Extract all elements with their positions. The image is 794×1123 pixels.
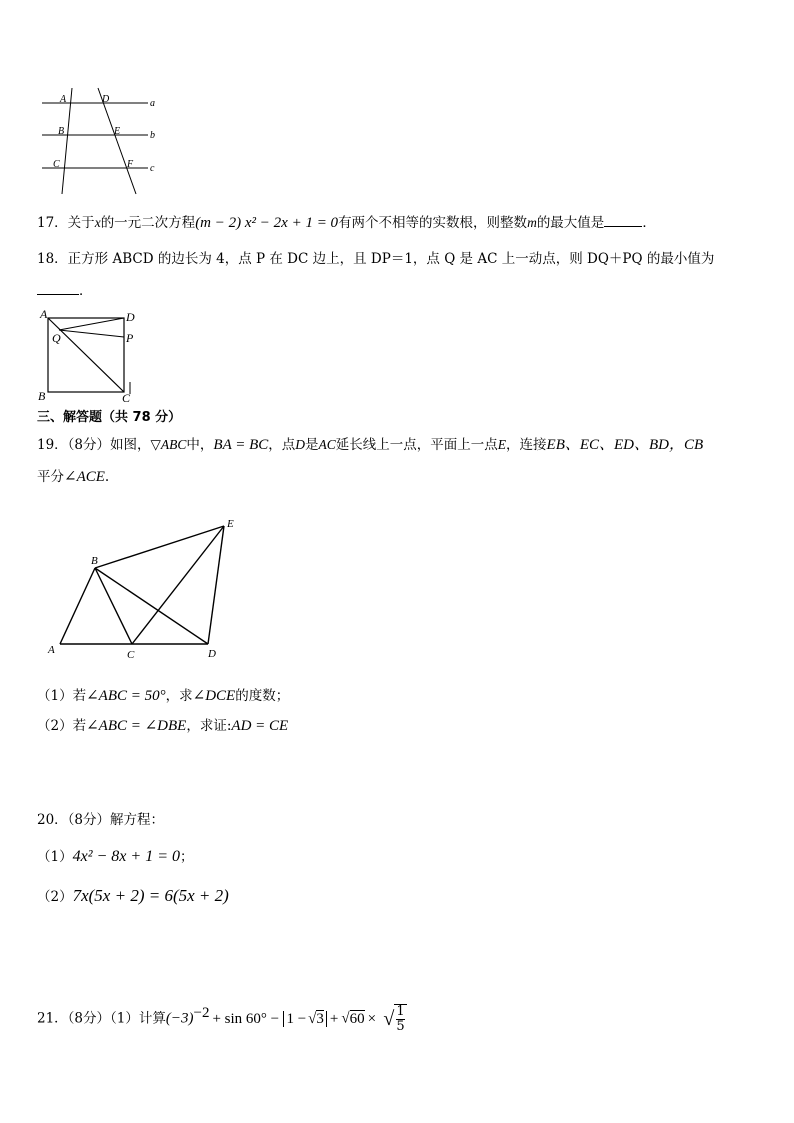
- q20-sub1-b: ；: [179, 849, 194, 865]
- q18-text: 18．正方形 ABCD 的边长为 4，点 P 在 DC 边上，且 DP＝1，点 Q 是 AC 上一动点，则 DQ＋PQ 的最小值为: [37, 251, 715, 267]
- label-A: A: [40, 307, 48, 321]
- q21-frac-den: 5: [396, 1019, 405, 1034]
- q20-sub2-a: （2）: [37, 889, 73, 905]
- q21-plus: +: [329, 1010, 339, 1027]
- q19-line2-b: .: [104, 469, 110, 485]
- q19-ac: AC: [318, 437, 336, 452]
- q17-mid: 的一元二次方程: [100, 215, 196, 231]
- question-21: 21．（8分）（1）计算$(-3)^{-2} + \sin 60^\circ - 1 - √3 + √60$ × √ $\frac{1}{5}$: [37, 1004, 405, 1034]
- q21-sqrt60: 60: [349, 1010, 365, 1027]
- q19-triangle: ▽ABC: [150, 437, 187, 452]
- q19-line2-a: 平分: [37, 469, 64, 485]
- q21-term-a: (−3): [165, 1010, 194, 1027]
- q21-abs: 1 − √3: [283, 1011, 326, 1027]
- q19-point-d: D: [295, 437, 306, 452]
- q21-frac-num: 1: [396, 1004, 405, 1019]
- q17-var-x: x: [94, 215, 101, 230]
- q19-text-f: ，连接: [506, 437, 547, 453]
- q19-sub2-eq2: AD = CE: [231, 718, 289, 734]
- parallel-lines-figure: [36, 86, 166, 198]
- q19-sub1-a: （1）若: [37, 688, 87, 704]
- label-D: D: [208, 648, 216, 660]
- q18-answer-blank[interactable]: [37, 280, 79, 295]
- q19-angle-ace: ∠ACE: [64, 469, 105, 485]
- question-20-title: 20．（8分）解方程：: [37, 812, 165, 828]
- q19-intro: 19．（8分）如图，: [37, 437, 151, 453]
- square-figure: [34, 306, 144, 404]
- triangle-figure: [40, 512, 250, 662]
- q19-text-d: 是: [305, 437, 319, 453]
- q19-sub1-b: ，求: [165, 688, 193, 704]
- q20-sub2-eq: 7x(5x + 2) = 6(5x + 2): [72, 886, 229, 905]
- q19-segment-list: EB、EC、ED、BD，CB: [546, 437, 704, 453]
- q19-sub2-a: （2）若: [37, 718, 87, 734]
- q19-text-c: ，点: [268, 437, 296, 453]
- question-19-sub1: [37, 686, 289, 706]
- q17-tail: 的最大值是: [536, 215, 605, 231]
- label-D: D: [126, 310, 135, 324]
- q17-end: ．: [642, 215, 656, 231]
- label-B: B: [58, 126, 65, 137]
- label-F: F: [127, 159, 134, 170]
- question-19-line2: [37, 467, 109, 487]
- q19-sub2-b: ，求证:: [186, 718, 232, 734]
- label-A: A: [60, 94, 67, 105]
- q19-sub2-eq: ∠ABC = ∠DBE: [86, 718, 187, 734]
- label-A: A: [48, 644, 55, 656]
- question-20-sub1: [37, 847, 193, 867]
- q17-num: 17．关于: [37, 215, 95, 231]
- q21-term-b: + sin 60° −: [212, 1010, 280, 1027]
- q19-sub1-eq: ∠ABC = 50°: [86, 688, 166, 704]
- question-19-line1: [37, 435, 703, 455]
- q19-text-e: 延长线上一点，平面上一点: [335, 437, 498, 453]
- q20-sub1-a: （1）: [37, 849, 73, 865]
- q19-point-e: E: [497, 437, 507, 452]
- label-C: C: [122, 391, 131, 404]
- q19-sub1-angle: ∠DCE: [192, 688, 236, 704]
- question-20-sub2: [37, 886, 229, 907]
- q17-equation: (m − 2) x² − 2x + 1 = 0: [195, 215, 339, 231]
- label-D: D: [102, 94, 110, 105]
- label-B: B: [91, 555, 98, 567]
- q21-abs-inner: 1 −: [286, 1010, 307, 1027]
- q20-sub1-eq: 4x² − 8x + 1 = 0: [72, 848, 180, 865]
- label-C: C: [127, 649, 135, 661]
- q21-times: ×: [367, 1010, 377, 1027]
- question-17: [37, 212, 656, 233]
- question-18: [37, 249, 714, 269]
- q21-exponent: −2: [193, 1005, 210, 1021]
- question-19-sub2: [37, 716, 288, 736]
- question-18-answer: [37, 280, 93, 301]
- q19-text-b: 中，: [186, 437, 214, 453]
- label-b: b: [150, 130, 155, 141]
- q19-sub1-c: 的度数；: [235, 688, 290, 704]
- label-c: c: [150, 163, 155, 174]
- q19-eq: BA = BC: [213, 437, 269, 453]
- section-heading: 三、解答题（共 78 分）: [37, 410, 182, 425]
- label-P: P: [126, 331, 134, 345]
- q17-var-m: m: [527, 215, 537, 230]
- q21-sqrt3: 3: [316, 1010, 324, 1027]
- label-a: a: [150, 98, 155, 109]
- label-C: C: [53, 159, 60, 170]
- label-B: B: [38, 389, 46, 403]
- q21-intro: 21．（8分）（1）计算: [37, 1010, 166, 1027]
- label-E: E: [114, 126, 121, 137]
- label-E: E: [227, 518, 234, 530]
- q21-fraction: [394, 1004, 406, 1034]
- label-Q: Q: [52, 331, 61, 345]
- q17-answer-blank[interactable]: [604, 212, 642, 227]
- q17-after: 有两个不相等的实数根，则整数: [338, 215, 528, 231]
- q18-end: ．: [79, 283, 93, 299]
